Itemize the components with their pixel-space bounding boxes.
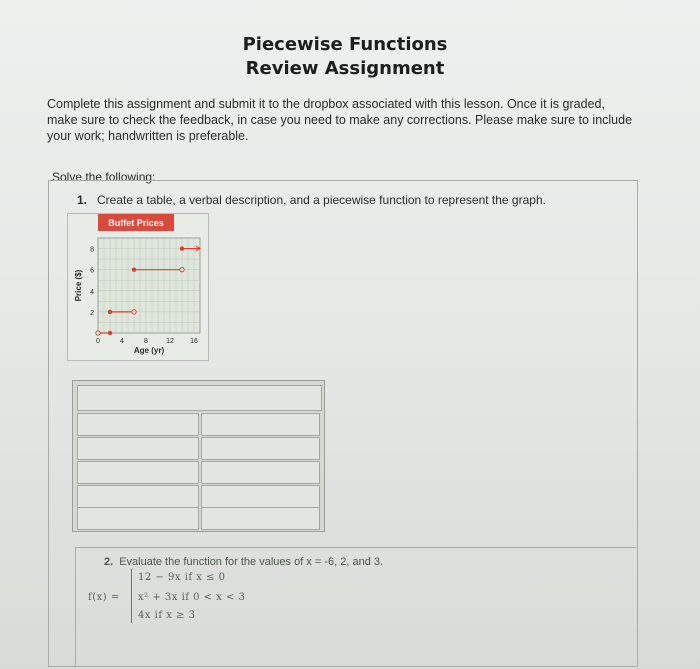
open-endpoint bbox=[132, 310, 136, 314]
table-cell[interactable] bbox=[201, 461, 320, 484]
question-1 bbox=[77, 193, 546, 207]
function-label: f(x) = bbox=[88, 592, 120, 603]
y-tick-label: 4 bbox=[90, 288, 94, 296]
closed-endpoint bbox=[108, 310, 112, 314]
piecewise-case-2: x² + 3x if 0 < x < 3 bbox=[138, 592, 246, 603]
question-2-text: Evaluate the function for the values of x = -6, 2, and 3. bbox=[119, 556, 384, 568]
closed-endpoint bbox=[180, 246, 184, 250]
table-cell[interactable] bbox=[77, 413, 199, 436]
x-tick-label: 16 bbox=[190, 338, 198, 345]
piecewise-brace bbox=[131, 569, 138, 623]
question-2 bbox=[104, 556, 383, 568]
table-cell[interactable] bbox=[77, 507, 199, 530]
x-tick-label: 8 bbox=[144, 338, 148, 345]
table-row[interactable] bbox=[77, 485, 320, 508]
y-axis-label: Price ($) bbox=[74, 269, 83, 302]
table-cell[interactable] bbox=[201, 413, 320, 436]
y-tick-label: 2 bbox=[90, 309, 94, 317]
table-cell[interactable] bbox=[201, 485, 320, 508]
table-cell[interactable] bbox=[77, 461, 199, 484]
y-tick-label: 6 bbox=[90, 267, 94, 275]
closed-endpoint bbox=[132, 267, 136, 271]
solve-label: Solve the following: bbox=[52, 170, 156, 184]
x-tick-label: 4 bbox=[120, 338, 124, 345]
piecewise-case-3: 4x if x ≥ 3 bbox=[138, 610, 196, 621]
x-tick-label: 12 bbox=[166, 338, 174, 345]
piecewise-case-1: 12 − 9x if x ≤ 0 bbox=[138, 572, 226, 583]
table-row[interactable] bbox=[77, 437, 320, 460]
question-2-number: 2. bbox=[104, 556, 114, 568]
closed-endpoint bbox=[108, 331, 112, 335]
table-cell[interactable] bbox=[201, 437, 320, 460]
table-row[interactable] bbox=[77, 413, 320, 436]
table-cell[interactable] bbox=[201, 507, 320, 530]
open-endpoint bbox=[96, 331, 100, 335]
question-1-number: 1. bbox=[77, 193, 88, 207]
open-endpoint bbox=[180, 267, 184, 271]
table-row[interactable] bbox=[77, 461, 320, 484]
answer-table[interactable] bbox=[72, 380, 325, 532]
table-cell[interactable] bbox=[77, 485, 199, 508]
table-cell[interactable] bbox=[77, 437, 199, 460]
chart-title: Buffet Prices bbox=[108, 218, 164, 228]
x-tick-label: 0 bbox=[96, 338, 100, 345]
plot-area bbox=[98, 238, 200, 333]
question-1-text: Create a table, a verbal description, and a piecewise function to represent the graph. bbox=[97, 193, 546, 207]
chart-canvas bbox=[68, 214, 208, 360]
instructions-paragraph: Complete this assignment and submit it to the dropbox associated with this lesson. Once it is graded, make sure to check the feedback, in case you need to make any corrections. Please make sure to include your work; handwritten is preferable. bbox=[47, 97, 633, 143]
x-axis-label: Age (yr) bbox=[133, 346, 165, 355]
buffet-prices-chart bbox=[67, 213, 209, 361]
y-tick-label: 8 bbox=[90, 246, 94, 254]
table-row[interactable] bbox=[77, 507, 320, 530]
table-header-row[interactable] bbox=[77, 385, 322, 411]
page-title: Piecewise Functions bbox=[242, 34, 448, 55]
page-subtitle: Review Assignment bbox=[245, 58, 445, 79]
